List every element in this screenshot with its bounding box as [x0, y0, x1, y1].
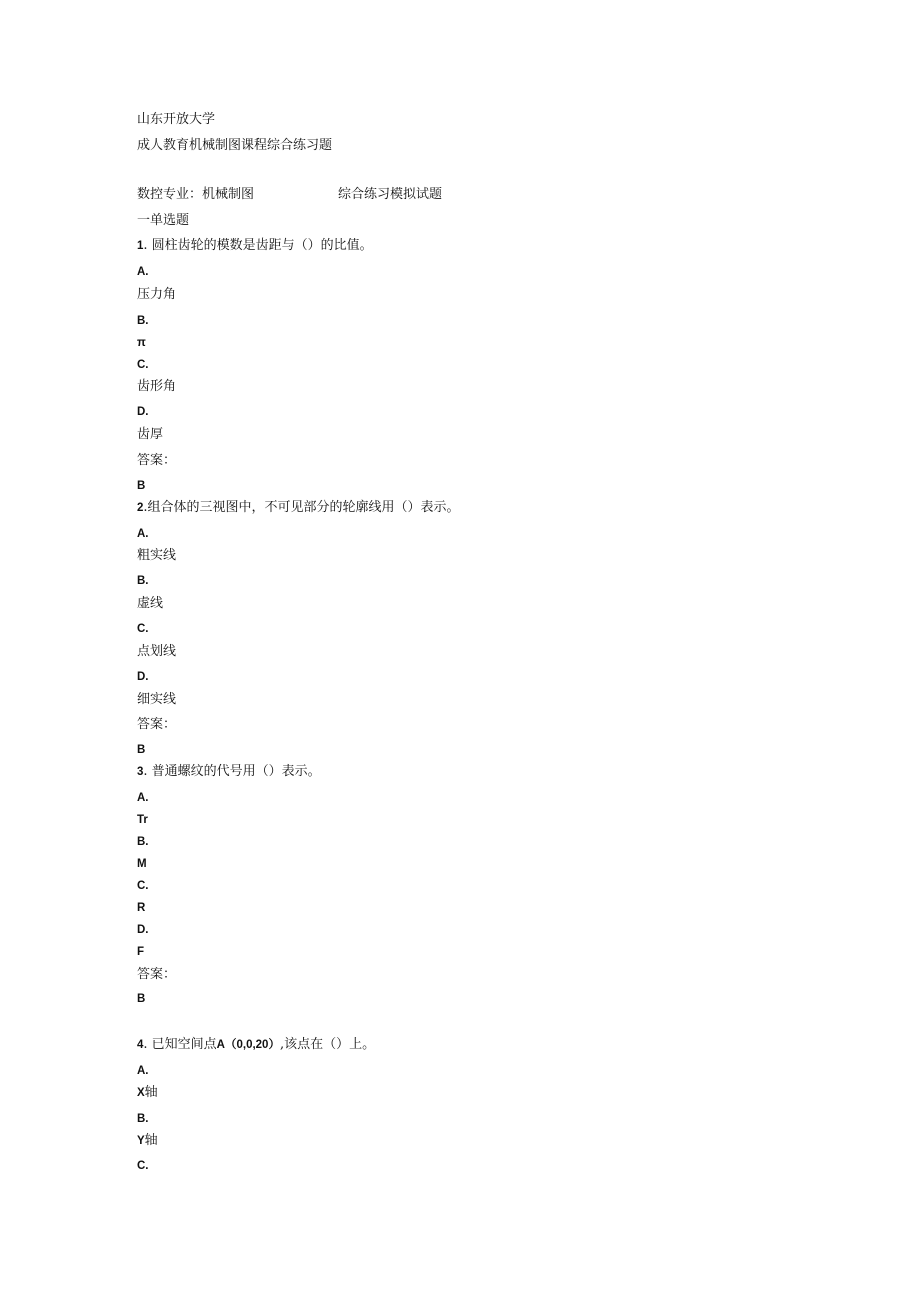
option-label: A.: [137, 792, 149, 804]
option-text: 齿形角: [137, 379, 177, 394]
axis-word: 轴: [144, 1085, 158, 1100]
major-label: 数控专业：机械制图: [137, 187, 255, 202]
point-coordinate: A（0,0,20）: [216, 1039, 280, 1051]
question-3-stem: [137, 764, 321, 780]
section-heading: 一单选题: [137, 213, 190, 228]
option-text: [137, 1085, 158, 1101]
option-label: A.: [137, 266, 149, 278]
question-text: .组合体的三视图中，不可见部分的轮廓线用（）表示。: [143, 500, 460, 515]
option-label: C.: [137, 623, 149, 635]
option-label: D.: [137, 406, 149, 418]
question-text-pre: . 已知空间点: [143, 1037, 217, 1052]
option-label: D.: [137, 671, 149, 683]
answer-value: B: [137, 993, 146, 1005]
option-label: D.: [137, 924, 149, 936]
answer-value: B: [137, 480, 146, 492]
question-number: 3: [137, 766, 144, 778]
exam-label: 综合练习模拟试题: [338, 187, 443, 202]
option-text: 点划线: [137, 644, 177, 659]
question-2-stem: [137, 500, 460, 516]
option-text: F: [137, 946, 145, 958]
answer-value: B: [137, 744, 146, 756]
option-text: [137, 1133, 158, 1149]
question-number: 2: [137, 502, 144, 514]
option-text: M: [137, 858, 147, 870]
option-label: B.: [137, 575, 149, 587]
axis-letter: Y: [137, 1135, 145, 1147]
option-text: R: [137, 902, 146, 914]
option-label: B.: [137, 836, 149, 848]
option-text: 压力角: [137, 287, 177, 302]
option-text: 齿厚: [137, 427, 164, 442]
option-label: B.: [137, 1113, 149, 1125]
subtitle-row: [137, 187, 442, 203]
question-number: 1: [137, 240, 144, 252]
option-text: π: [137, 337, 146, 349]
option-text: 粗实线: [137, 548, 177, 563]
axis-letter: X: [137, 1087, 145, 1099]
option-label: C.: [137, 359, 149, 371]
question-4-stem: [137, 1037, 375, 1053]
answer-label: 答案：: [137, 717, 177, 732]
question-text-post: ,该点在（）上。: [279, 1037, 376, 1052]
option-text: 虚线: [137, 596, 164, 611]
option-label: B.: [137, 315, 149, 327]
answer-label: 答案：: [137, 967, 177, 982]
question-text: . 普通螺纹的代号用（）表示。: [143, 764, 321, 779]
option-text: Tr: [137, 814, 148, 826]
question-1-stem: [137, 238, 373, 254]
axis-word: 轴: [144, 1133, 158, 1148]
option-label: C.: [137, 880, 149, 892]
option-label: C.: [137, 1160, 149, 1172]
option-label: A.: [137, 528, 149, 540]
course-title: 成人教育机械制图课程综合练习题: [137, 138, 333, 153]
answer-label: 答案：: [137, 453, 177, 468]
option-text: 细实线: [137, 692, 177, 707]
question-text: . 圆柱齿轮的模数是齿距与（）的比值。: [143, 238, 373, 253]
question-number: 4: [137, 1039, 144, 1051]
option-label: A.: [137, 1065, 149, 1077]
school-name: 山东开放大学: [137, 112, 216, 127]
